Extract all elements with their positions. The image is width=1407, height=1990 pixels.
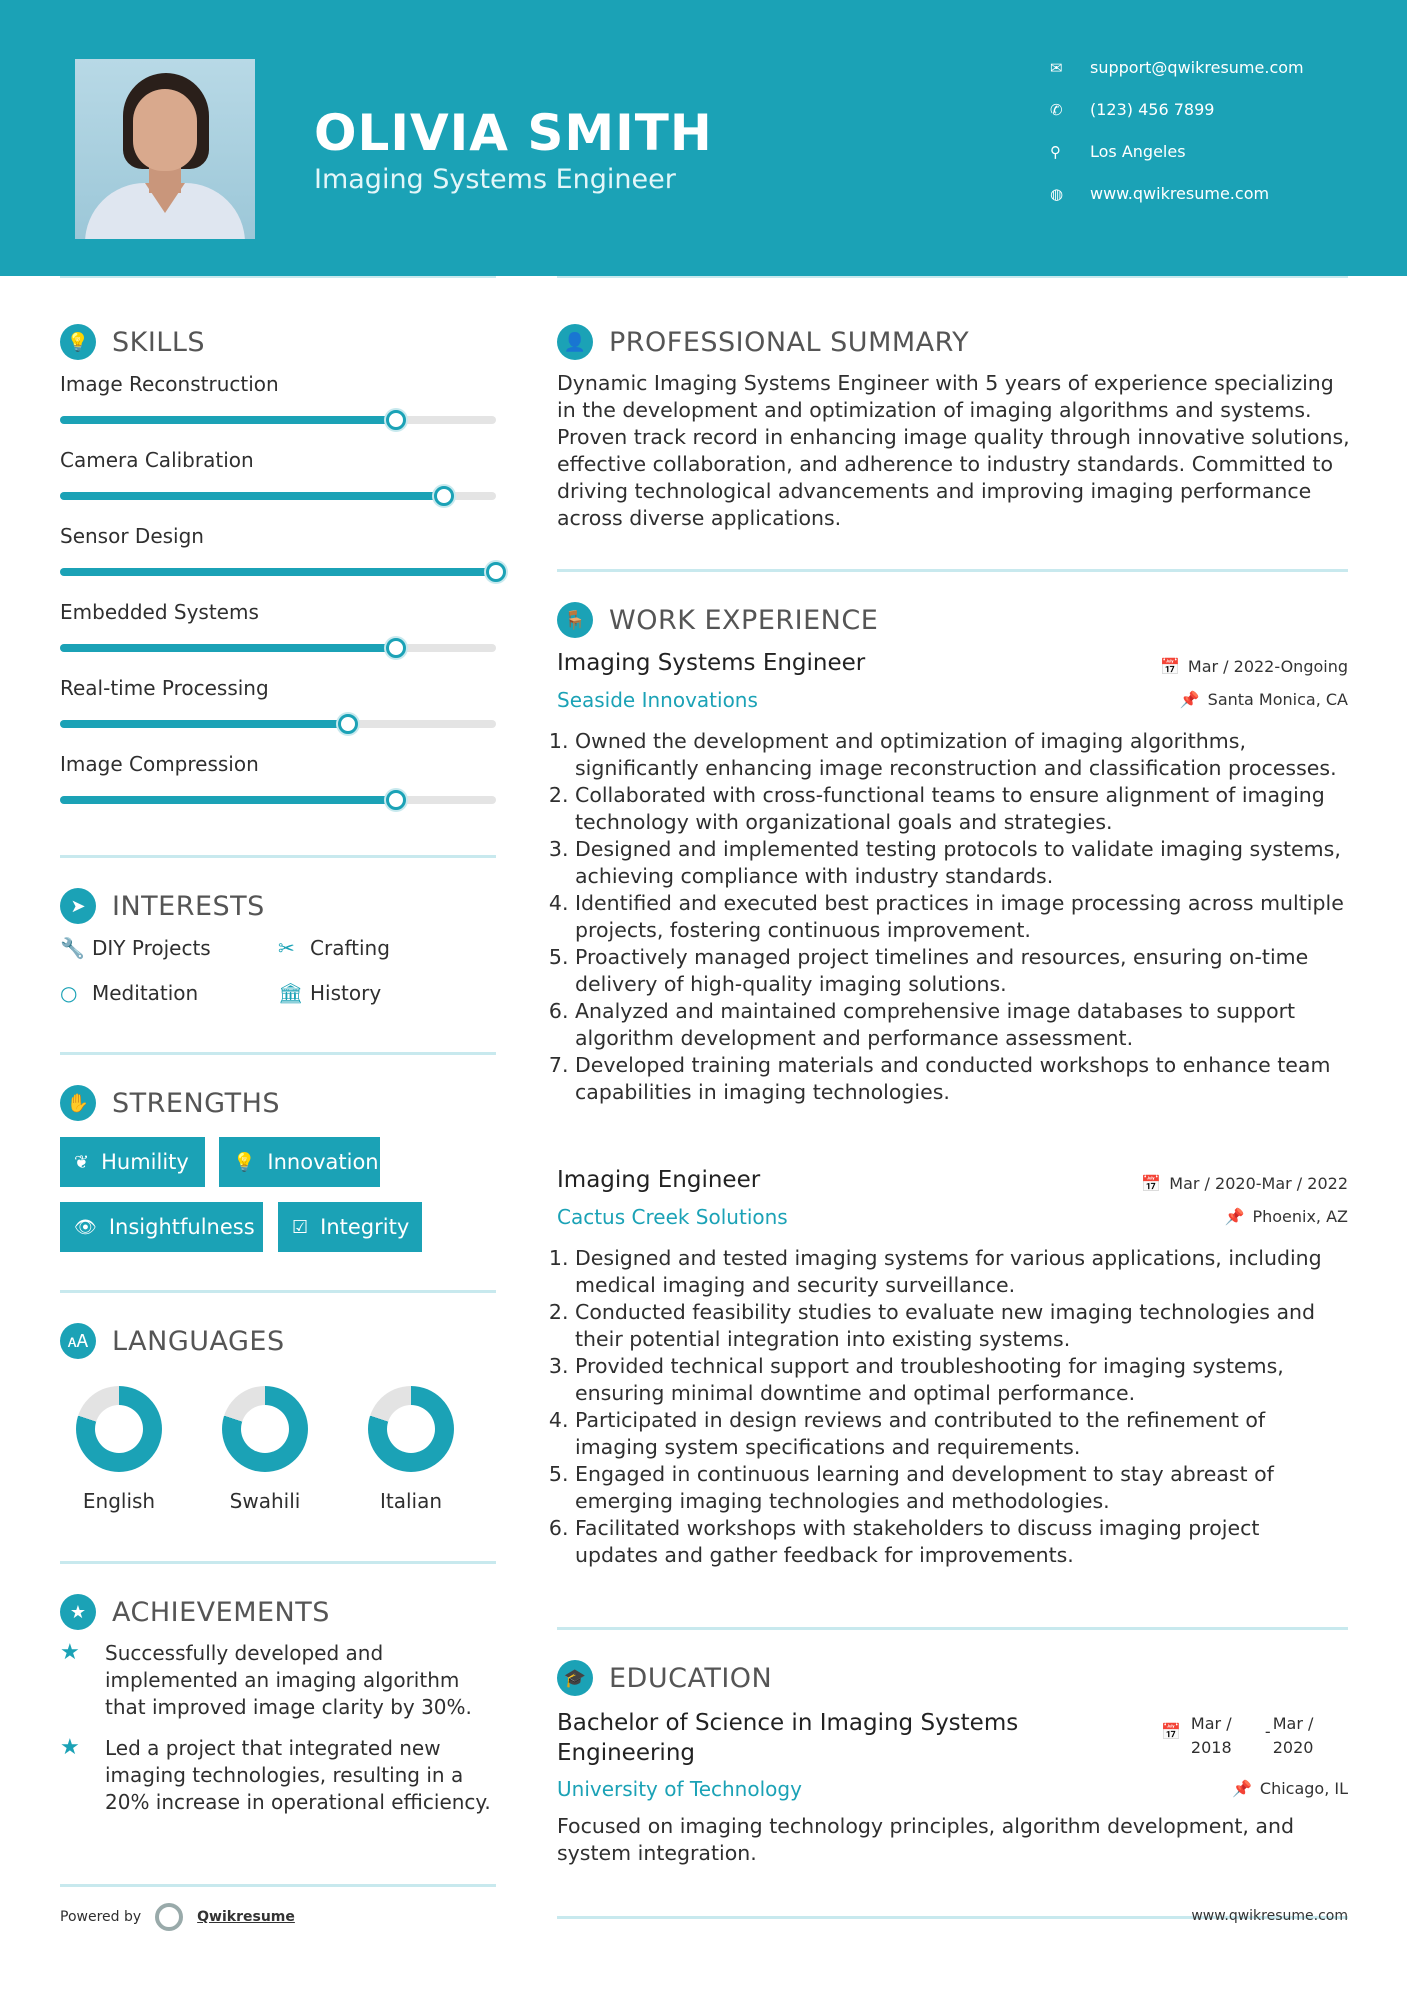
skill-bar-fill xyxy=(60,720,348,728)
divider xyxy=(60,855,496,858)
skill-bar xyxy=(60,568,496,576)
language-proficiency-ring xyxy=(222,1386,308,1472)
skill-label: Image Compression xyxy=(60,752,259,776)
skill-bar xyxy=(60,644,496,652)
skill-level-knob xyxy=(386,638,406,658)
skill-level-knob xyxy=(338,714,358,734)
contact-location: ⚲ Los Angeles xyxy=(1050,142,1186,161)
interest-item: 🏛 History xyxy=(278,981,382,1005)
header-divider-right xyxy=(557,276,1348,278)
list-item: 2. Collaborated with cross-functional teams to ensure alignment of imaging technology with organizational goals and strategies. xyxy=(575,782,1347,836)
list-item: 3. Designed and implemented testing protocols to validate imaging systems, achieving compliance with industry standards. xyxy=(575,836,1347,890)
job-title: Imaging Systems Engineer xyxy=(557,650,866,676)
paper-plane-icon: ➤ xyxy=(60,888,96,924)
school-location: 📌 Chicago, IL xyxy=(1231,1779,1348,1798)
skill-bar-fill xyxy=(60,492,444,500)
education-dates: 📅 Mar / 2018 - Mar / 2020 xyxy=(1161,1712,1329,1760)
divider xyxy=(557,569,1348,572)
job-location: 📌 Santa Monica, CA xyxy=(1179,690,1348,709)
skill-bar-fill xyxy=(60,644,396,652)
job-title: Imaging Engineer xyxy=(557,1167,761,1193)
degree-title: Bachelor of Science in Imaging Systems Engineering xyxy=(557,1710,1019,1766)
contact-phone[interactable]: ✆ (123) 456 7899 xyxy=(1050,100,1215,119)
skill-bar xyxy=(60,492,496,500)
user-icon: 👤 xyxy=(557,324,593,360)
strength-tag: ☑ Integrity xyxy=(278,1202,422,1252)
star-icon: ★ xyxy=(60,1640,80,1665)
summary-heading: 👤 PROFESSIONAL SUMMARY xyxy=(557,324,969,360)
brand-link[interactable]: Qwikresume xyxy=(197,1909,295,1925)
powered-by: Powered by Qwikresume xyxy=(60,1903,295,1931)
language-label: Swahili xyxy=(229,1489,301,1513)
interest-item: 🔧 DIY Projects xyxy=(60,936,211,960)
footer-website[interactable]: www.qwikresume.com xyxy=(1191,1908,1348,1924)
list-item: 1. Designed and tested imaging systems for various applications, including medical imaging and security surveillance. xyxy=(575,1245,1347,1299)
skill-label: Embedded Systems xyxy=(60,600,259,624)
list-item: 6. Analyzed and maintained comprehensive image databases to support algorithm development and performance assessment. xyxy=(575,998,1347,1052)
languages-heading: 🗚 LANGUAGES xyxy=(60,1323,285,1359)
achievements-heading: ★ ACHIEVEMENTS xyxy=(60,1594,330,1630)
school-name: University of Technology xyxy=(557,1777,802,1801)
graduate-icon: 🎓 xyxy=(557,1660,593,1696)
phone-icon: ✆ xyxy=(1050,100,1063,119)
list-item: 6. Facilitated workshops with stakeholders to discuss imaging project updates and gather feedback for improvements. xyxy=(575,1515,1347,1569)
profile-photo xyxy=(75,59,255,239)
divider xyxy=(557,1627,1348,1630)
skill-bar-fill xyxy=(60,568,496,576)
job-location: 📌 Phoenix, AZ xyxy=(1224,1207,1348,1226)
language-proficiency-ring xyxy=(76,1386,162,1472)
candidate-name: OLIVIA SMITH xyxy=(314,104,713,162)
language-label: Italian xyxy=(379,1489,443,1513)
calendar-icon: 📅 xyxy=(1159,657,1180,676)
resume-header xyxy=(0,0,1407,276)
strengths-heading: ✋ STRENGTHS xyxy=(60,1085,280,1121)
wrench-icon: 🔧 xyxy=(60,936,85,960)
list-item: 1. Owned the development and optimization of imaging algorithms, significantly enhancing image reconstruction and classification processes. xyxy=(575,728,1347,782)
list-item: 4. Identified and executed best practices in image processing across multiple projects, fostering continuous improvement. xyxy=(575,890,1347,944)
header-divider-left xyxy=(60,276,496,278)
company-name: Seaside Innovations xyxy=(557,688,758,712)
globe-icon: ◍ xyxy=(1050,184,1064,203)
pin-icon: 📌 xyxy=(1224,1207,1245,1226)
divider xyxy=(60,1290,496,1293)
divider xyxy=(60,1561,496,1564)
lightbulb-icon: 💡 xyxy=(60,324,96,360)
strength-tag: 👁 Insightfulness xyxy=(60,1202,263,1252)
eye-icon: 👁 xyxy=(74,1216,97,1238)
contact-email[interactable]: ✉ support@qwikresume.com xyxy=(1050,58,1304,77)
skill-bar xyxy=(60,796,496,804)
envelope-icon: ✉ xyxy=(1050,58,1063,77)
skill-label: Camera Calibration xyxy=(60,448,254,472)
pin-icon: 📌 xyxy=(1231,1779,1252,1798)
candidate-title: Imaging Systems Engineer xyxy=(314,164,676,195)
contact-website[interactable]: ◍ www.qwikresume.com xyxy=(1050,184,1270,203)
skill-level-knob xyxy=(386,790,406,810)
list-item: 5. Engaged in continuous learning and development to stay abreast of emerging imaging technologies and methodologies. xyxy=(575,1461,1347,1515)
strength-tag: 💡 Innovation xyxy=(219,1137,380,1187)
skill-label: Sensor Design xyxy=(60,524,204,548)
list-item: 7. Developed training materials and conducted workshops to enhance team capabilities in imaging technologies. xyxy=(575,1052,1347,1106)
divider xyxy=(60,1884,496,1887)
scissors-icon: ✂ xyxy=(278,936,295,960)
skill-label: Image Reconstruction xyxy=(60,372,279,396)
skills-heading: 💡 SKILLS xyxy=(60,324,205,360)
interest-item: ○ Meditation xyxy=(60,981,199,1005)
list-item: 4. Participated in design reviews and contributed to the refinement of imaging system specifications and requirements. xyxy=(575,1407,1347,1461)
language-icon: 🗚 xyxy=(60,1323,96,1359)
summary-text: Dynamic Imaging Systems Engineer with 5 years of experience specializing in the development and optimization of imaging algorithms and systems. Proven track record in enhancing image quality through innovative solutions, effective collaboration, and adherence to industry standards. Committed to driving technological advancements and improving imaging performance across diverse applications. xyxy=(557,371,1350,530)
chair-icon: 🪑 xyxy=(557,602,593,638)
interest-item: ✂ Crafting xyxy=(278,936,390,960)
list-item: 5. Proactively managed project timelines and resources, ensuring on-time delivery of high-quality imaging solutions. xyxy=(575,944,1347,998)
pin-icon: 📌 xyxy=(1179,690,1200,709)
experience-heading: 🪑 WORK EXPERIENCE xyxy=(557,602,878,638)
education-description: Focused on imaging technology principles, algorithm development, and system integration. xyxy=(557,1814,1294,1865)
circle-icon: ○ xyxy=(60,981,78,1005)
map-pin-icon: ⚲ xyxy=(1050,142,1061,161)
skill-label: Real-time Processing xyxy=(60,676,269,700)
star-icon: ★ xyxy=(60,1594,96,1630)
education-heading: 🎓 EDUCATION xyxy=(557,1660,772,1696)
bank-icon: 🏛 xyxy=(278,981,304,1005)
star-icon: ★ xyxy=(60,1735,80,1760)
skill-bar xyxy=(60,416,496,424)
hand-icon: ✋ xyxy=(60,1085,96,1121)
job-date: 📅 Mar / 2020-Mar / 2022 xyxy=(1141,1174,1348,1193)
job-bullets xyxy=(557,1245,1347,1569)
qwikresume-logo xyxy=(155,1903,183,1931)
strength-tag: ❦ Humility xyxy=(60,1137,205,1187)
company-name: Cactus Creek Solutions xyxy=(557,1205,788,1229)
calendar-icon: 📅 xyxy=(1161,1722,1181,1741)
interests-heading: ➤ INTERESTS xyxy=(60,888,265,924)
achievement-item: ★ Led a project that integrated new imaging technologies, resulting in a 20% increase in operational efficiency. xyxy=(60,1735,491,1814)
list-item: 2. Conducted feasibility studies to evaluate new imaging technologies and their potential integration into existing systems. xyxy=(575,1299,1347,1353)
job-bullets xyxy=(557,728,1347,1106)
skill-level-knob xyxy=(434,486,454,506)
check-square-icon: ☑ xyxy=(292,1216,309,1238)
skill-level-knob xyxy=(486,562,506,582)
calendar-icon: 📅 xyxy=(1141,1174,1162,1193)
divider xyxy=(60,1052,496,1055)
job-date: 📅 Mar / 2022-Ongoing xyxy=(1159,657,1348,676)
skill-bar-fill xyxy=(60,416,396,424)
skill-bar xyxy=(60,720,496,728)
lightbulb-icon: 💡 xyxy=(233,1151,256,1173)
list-item: 3. Provided technical support and troubleshooting for imaging systems, ensuring minimal downtime and optimal performance. xyxy=(575,1353,1347,1407)
achievement-item: ★ Successfully developed and implemented an imaging algorithm that improved image clarity by 30%. xyxy=(60,1640,472,1719)
language-proficiency-ring xyxy=(368,1386,454,1472)
language-label: English xyxy=(82,1489,156,1513)
skill-bar-fill xyxy=(60,796,396,804)
leaf-icon: ❦ xyxy=(74,1151,90,1173)
skill-level-knob xyxy=(386,410,406,430)
